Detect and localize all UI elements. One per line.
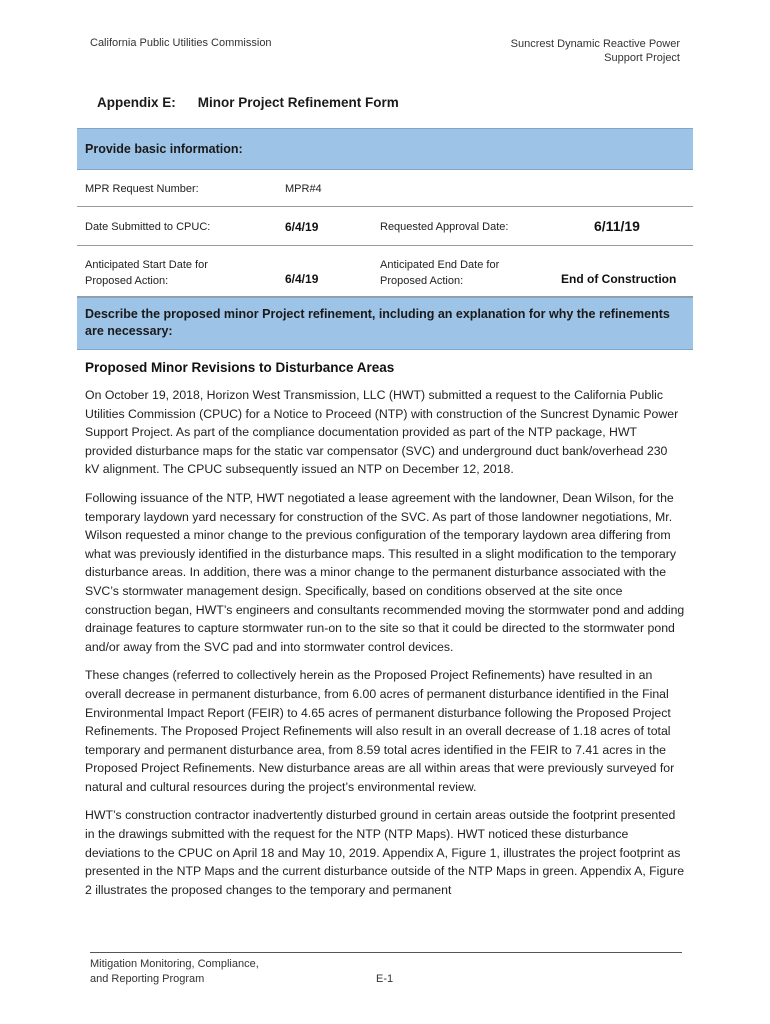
end-date-value: End of Construction <box>561 272 677 286</box>
header-organization: California Public Utilities Commission <box>90 37 272 49</box>
date-submitted-label: Date Submitted to CPUC: <box>85 221 211 233</box>
form-row-action-dates <box>77 246 693 297</box>
mpr-value: MPR#4 <box>285 183 322 195</box>
footer-divider <box>90 952 682 953</box>
approval-date-value: 6/11/19 <box>594 218 640 234</box>
end-date-label-line2: Proposed Action: <box>380 275 464 287</box>
header-project-line1: Suncrest Dynamic Reactive Power <box>510 38 680 50</box>
header-project-line2: Support Project <box>604 52 680 64</box>
start-date-value: 6/4/19 <box>285 272 319 286</box>
form-row-dates <box>77 207 693 246</box>
footer-program-line1: Mitigation Monitoring, Compliance, <box>90 958 259 970</box>
form-row-mpr <box>77 170 693 207</box>
body-text <box>85 356 685 909</box>
end-date-label-line1: Anticipated End Date for <box>380 259 500 271</box>
refinement-form <box>77 128 693 350</box>
paragraph: On October 19, 2018, Horizon West Transmission, LLC (HWT) submitted a request to the California Public Utilities Commission (CPUC) for a Notice to Proceed (NTP) with construction of the Suncrest Dynamic Power Support Project. As part of the compliance documentation provided as part of the NTP package, HWT provided disturbance maps for the static var compensator (SVC) and underground duct bank/overhead 230 kV alignment. The CPUC subsequently issued an NTP on December 12, 2018. <box>85 388 679 477</box>
appendix-title: Minor Project Refinement Form <box>197 95 399 110</box>
section-description-heading: Describe the proposed minor Project refinement, including an explanation for why the refinements are necessary: <box>77 297 693 350</box>
start-date-label-line2: Proposed Action: <box>85 275 169 287</box>
approval-date-label: Requested Approval Date: <box>380 221 509 233</box>
section-basic-info-heading: Provide basic information: <box>77 128 693 170</box>
paragraph: Following issuance of the NTP, HWT negotiated a lease agreement with the landowner, Dean Wilson, for the temporary laydown yard necessary for construction of the SVC. As part of those landowner negotiations, Mr. Wilson requested a minor change to the previous configuration of the temporary laydown area differing from what was previously identified in the disturbance maps. This resulted in a slight modification to the temporary disturbance areas. In addition, there was a minor change to the permanent disturbance associated with the SVC’s stormwater management design. Specifically, based on conditions observed at the site once construction began, HWT’s engineers and consultants recommended moving the stormwater pond and adding drainage features to capture stormwater run-on to the site so that it could be directed to the stormwater pond and/or away from the SVC pad and into stormwater control devices. <box>85 490 685 654</box>
page-number: E-1 <box>376 973 394 985</box>
mpr-label: MPR Request Number: <box>85 183 199 195</box>
appendix-heading <box>97 95 399 110</box>
start-date-label-line1: Anticipated Start Date for <box>85 259 208 271</box>
section-heading: Proposed Minor Revisions to Disturbance Areas <box>85 360 395 375</box>
start-date-label <box>85 257 208 289</box>
date-submitted-value: 6/4/19 <box>285 220 319 234</box>
paragraph: These changes (referred to collectively herein as the Proposed Project Refinements) have resulted in an overall decrease in permanent disturbance, from 6.00 acres of permanent disturbance identified in the Final Environmental Impact Report (FEIR) to 4.65 acres of permanent disturbance following the Proposed Project Refinements. The Proposed Project Refinements will also result in an overall decrease of 1.18 acres of total temporary and permanent disturbance area, from 8.59 total acres identified in the FEIR to 7.41 acres in the Proposed Project Refinements. New disturbance areas are all within areas that were previously surveyed for natural and cultural resources during the project’s environmental review. <box>85 668 675 794</box>
footer-program-line2: and Reporting Program <box>90 973 205 985</box>
paragraph: HWT’s construction contractor inadvertently disturbed ground in certain areas outside the footprint presented in the drawings submitted with the request for the NTP (NTP Maps). HWT noticed these disturbance deviations to the CPUC on April 18 and May 10, 2019. Appendix A, Figure 1, illustrates the project footprint as presented in the NTP Maps and the current disturbance outside of the NTP Maps in green. Appendix A, Figure 2 illustrates the proposed changes to the temporary and permanent <box>85 808 685 897</box>
header-project <box>511 37 680 65</box>
appendix-label: Appendix E: <box>97 95 176 110</box>
footer-program <box>90 957 259 987</box>
end-date-label <box>380 257 499 289</box>
